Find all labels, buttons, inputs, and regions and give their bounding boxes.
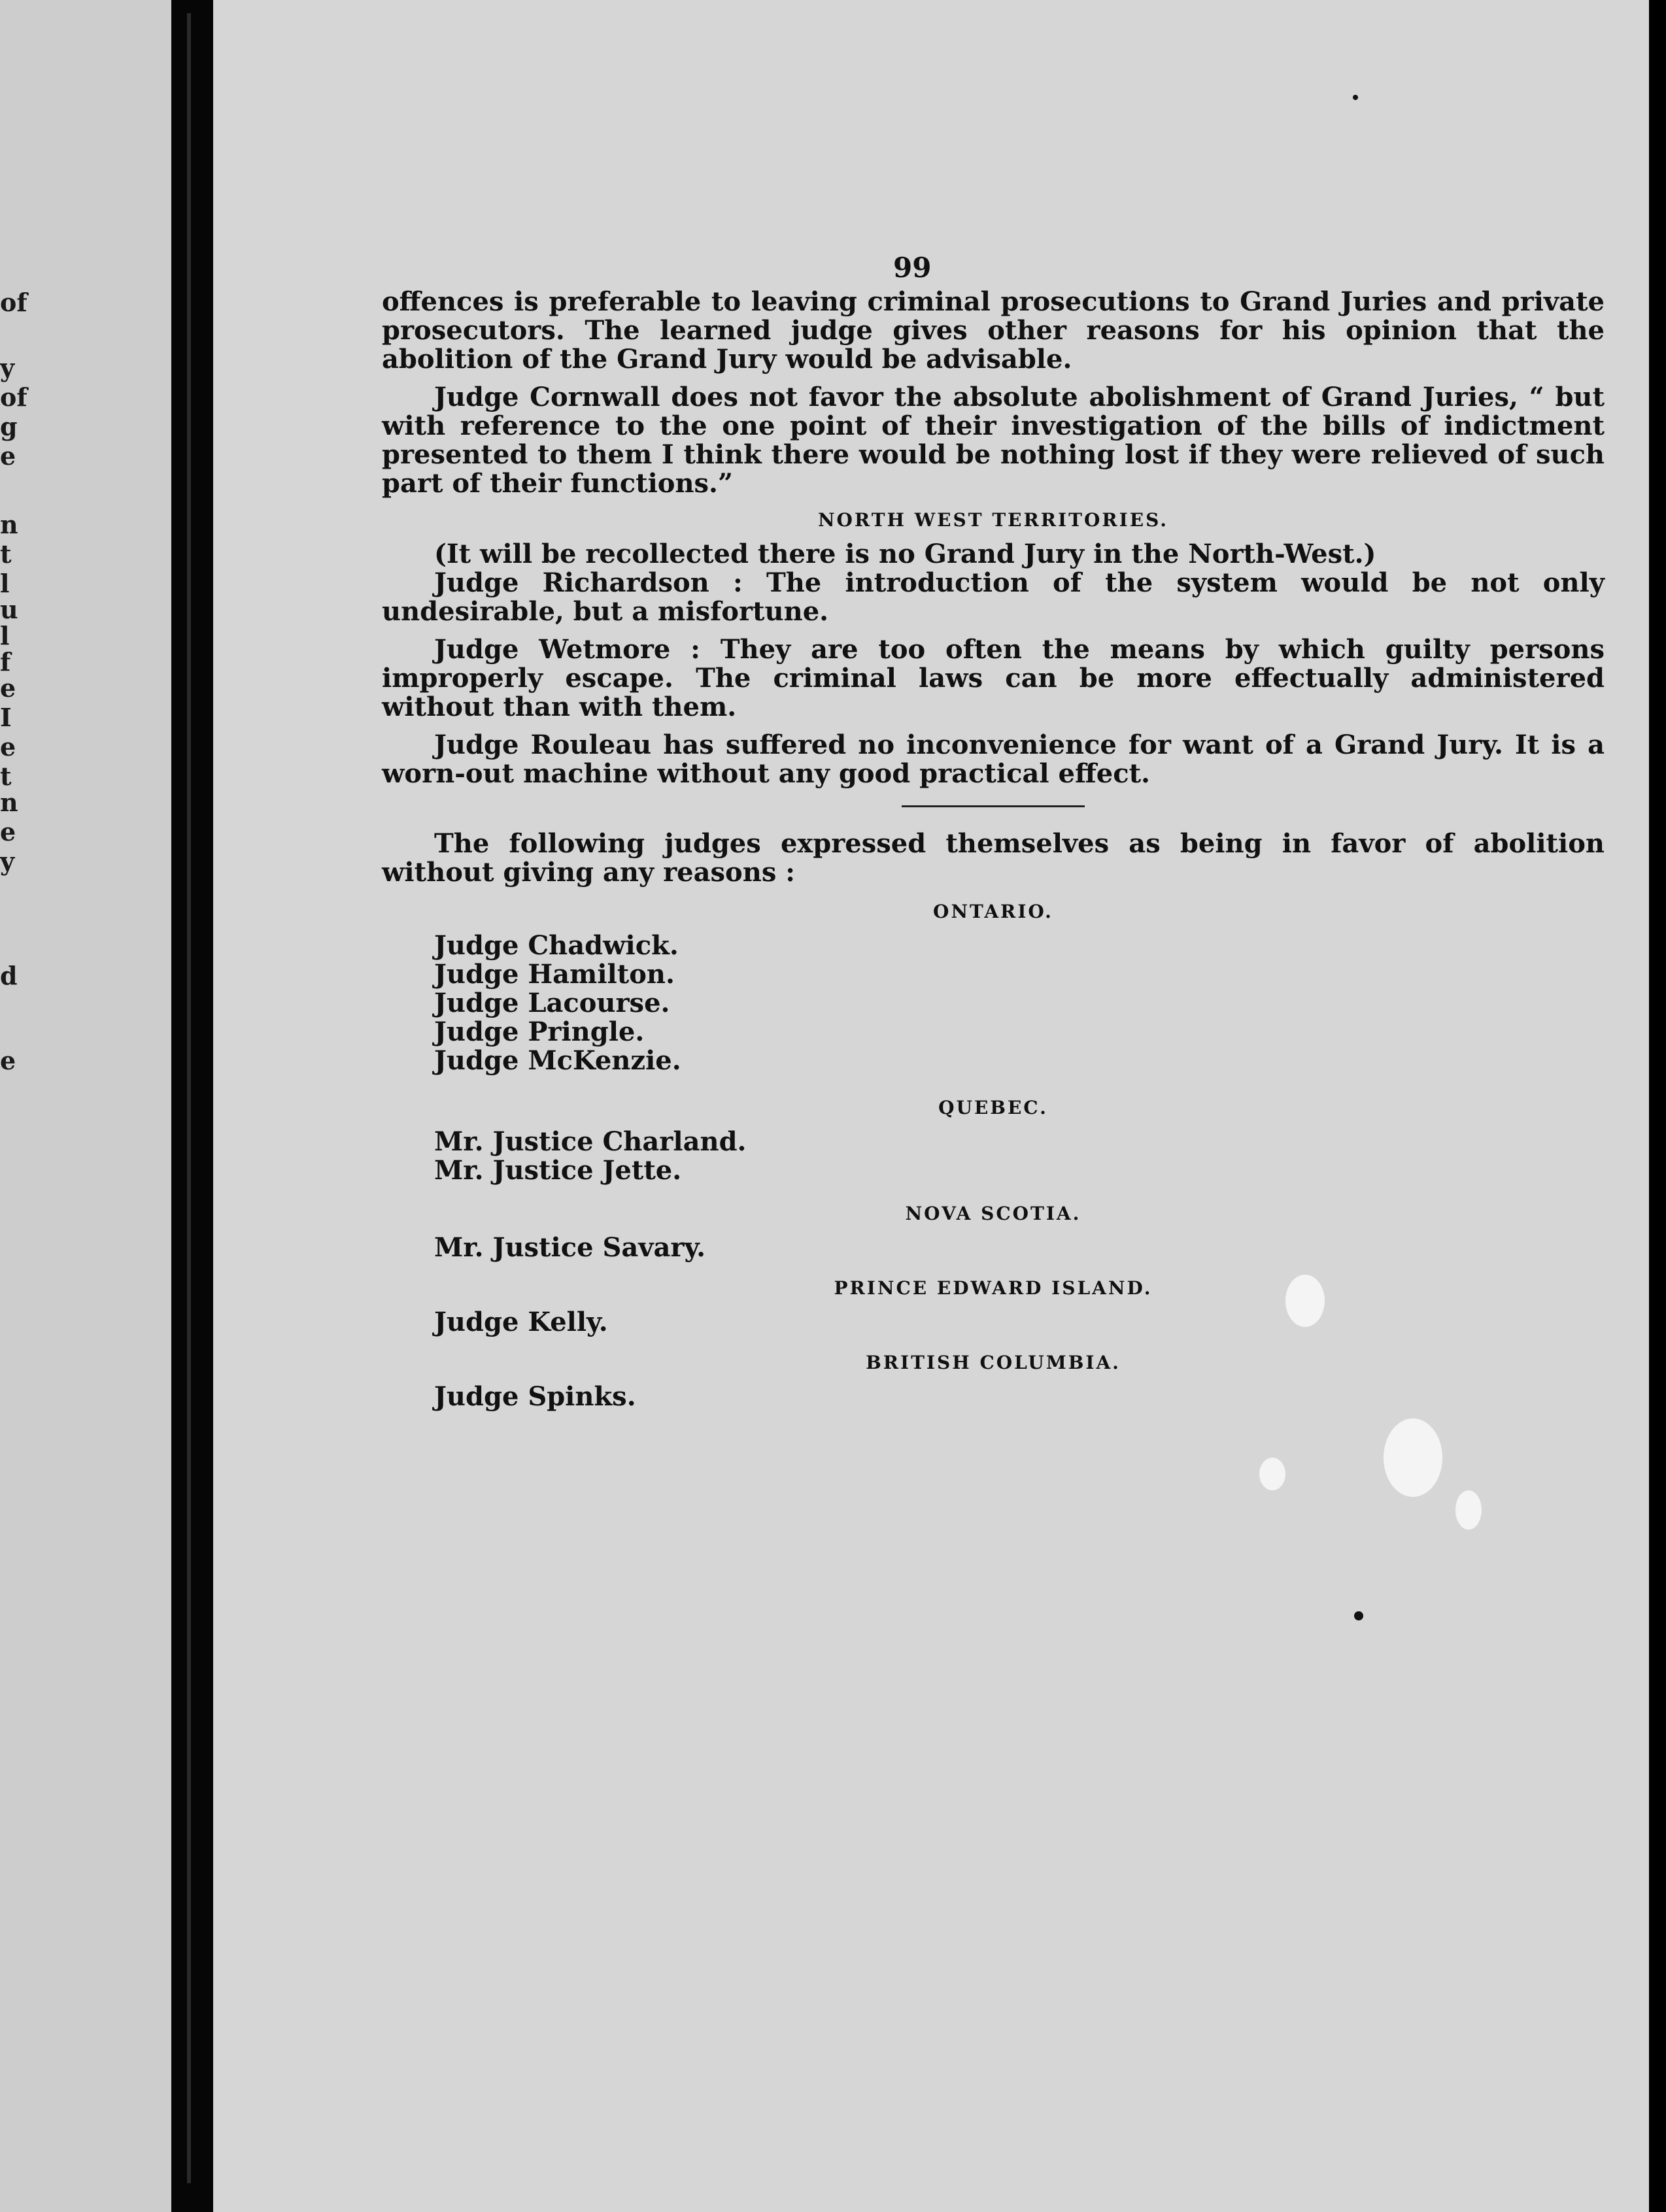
fragment-text: e <box>0 673 16 703</box>
paragraph: offences is preferable to leaving criminal prosecutions to Grand Juries and private prosecutors. The learned judge gives other reasons for his opinion that the abolition of the Grand Jury would be advisable. <box>382 286 1605 375</box>
scan-speck <box>1353 95 1358 100</box>
judge-list <box>434 1128 1605 1185</box>
section-heading: ONTARIO. <box>933 901 1053 922</box>
fragment-text: t <box>0 762 12 791</box>
fragment-text: n <box>0 510 18 539</box>
judge-name: Mr. Justice Savary. <box>434 1232 706 1263</box>
judge-name: Judge Kelly. <box>434 1307 608 1337</box>
judge-list <box>434 1233 1605 1262</box>
judge-name: Judge Hamilton. <box>434 959 675 990</box>
paragraph: Judge Wetmore : They are too often the means by which guilty persons improperly escape. The criminal laws can be more effectually administered without than with them. <box>382 634 1605 722</box>
fragment-text: d <box>0 961 18 990</box>
section-heading: NOVA SCOTIA. <box>905 1203 1081 1224</box>
section-heading: NORTH WEST TERRITORIES. <box>817 509 1169 531</box>
section-heading: PRINCE EDWARD ISLAND. <box>834 1277 1153 1299</box>
judge-list <box>434 1382 1605 1411</box>
page-number: 99 <box>893 252 932 284</box>
fragment-text: u <box>0 595 18 624</box>
section-heading: QUEBEC. <box>938 1097 1048 1118</box>
fragment-text: t <box>0 539 12 569</box>
judge-list <box>434 1308 1605 1337</box>
fragment-text: e <box>0 441 16 471</box>
scan-blot <box>1259 1458 1285 1490</box>
judge-name: Judge Lacourse. <box>434 988 670 1018</box>
judge-name: Mr. Justice Jette. <box>434 1155 682 1186</box>
scan-blot <box>1285 1275 1325 1327</box>
page-gutter <box>171 0 213 2212</box>
judge-name: Judge Spinks. <box>434 1381 636 1412</box>
page-body <box>382 288 1605 1411</box>
fragment-text: of <box>0 382 27 412</box>
fragment-text: of <box>0 288 27 317</box>
fragment-text: l <box>0 569 10 598</box>
fragment-text: g <box>0 412 18 441</box>
fragment-text: I <box>0 703 12 732</box>
scan-blot <box>1384 1418 1442 1497</box>
facing-page-fragment <box>0 0 171 2212</box>
fragment-text: e <box>0 732 16 762</box>
fragment-text: f <box>0 647 11 677</box>
judge-list <box>434 931 1605 1075</box>
fragment-text: e <box>0 1046 16 1075</box>
paragraph: Judge Cornwall does not favor the absolute abolishment of Grand Juries, “ but with reference to the one point of their investigation of the bills of indictment presented to them I think there would be nothing lost if they were relieved of such part of their functions.” <box>382 382 1605 499</box>
fragment-text: y <box>0 846 15 876</box>
fragment-text: l <box>0 621 10 650</box>
binding-line <box>187 13 191 2183</box>
fragment-text: e <box>0 817 16 846</box>
judge-name: Mr. Justice Charland. <box>434 1126 747 1157</box>
fragment-text: y <box>0 353 15 382</box>
scan-speck <box>1354 1611 1363 1620</box>
judge-name: Judge Pringle. <box>434 1016 645 1047</box>
paragraph: Judge Richardson : The introduction of the system would be not only undesirable, but a misfortune. <box>382 567 1605 627</box>
paragraph: The following judges expressed themselves as being in favor of abolition without giving any reasons : <box>382 828 1605 888</box>
divider-rule <box>902 805 1085 807</box>
section-heading: BRITISH COLUMBIA. <box>866 1352 1121 1373</box>
paragraph: Judge Rouleau has suffered no inconvenience for want of a Grand Jury. It is a worn-out machine without any good practical effect. <box>382 729 1605 789</box>
document-page <box>213 0 1649 2212</box>
fragment-text: n <box>0 788 18 817</box>
judge-name: Judge McKenzie. <box>434 1045 681 1076</box>
paragraph: (It will be recollected there is no Grand Jury in the North-West.) <box>434 539 1376 569</box>
scan-blot <box>1455 1490 1482 1530</box>
judge-name: Judge Chadwick. <box>434 930 679 961</box>
